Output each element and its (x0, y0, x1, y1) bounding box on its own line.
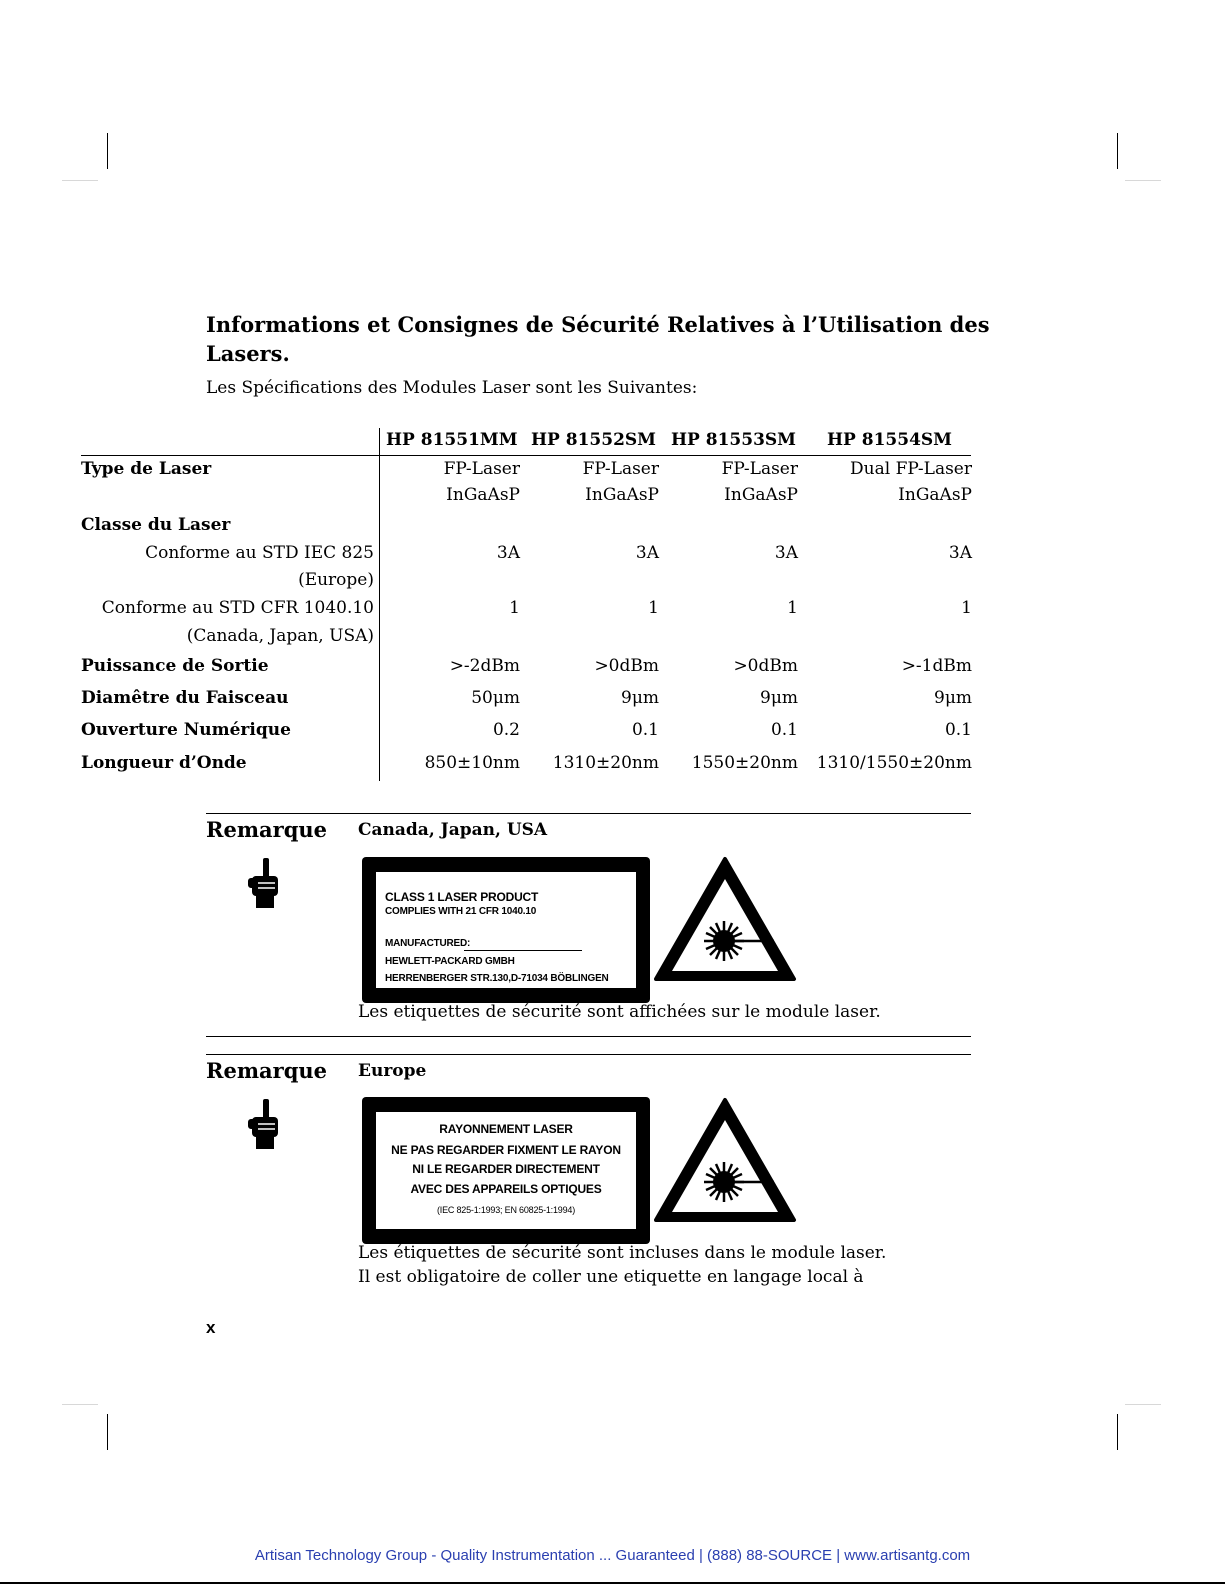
row-label-longueur: Longueur d’Onde (81, 753, 247, 773)
crop-mark (62, 180, 98, 181)
label-text: CLASS 1 LASER PRODUCT (385, 890, 539, 904)
section-divider (206, 813, 971, 814)
table-cell: >0dBm (594, 656, 659, 676)
remark-text: Les etiquettes de sécurité sont affichées sur le module laser. (358, 1002, 881, 1022)
label-text: RAYONNEMENT LASER (439, 1122, 573, 1136)
table-cell: 9μm (760, 688, 798, 708)
row-sublabel: (Canada, Japan, USA) (186, 626, 374, 646)
footer-divider (0, 1582, 1225, 1584)
row-sublabel: Conforme au STD IEC 825 (145, 543, 374, 563)
table-cell: 1 (648, 598, 659, 618)
pointing-hand-icon (248, 858, 282, 910)
table-cell: InGaAsP (585, 485, 659, 505)
table-cell: 3A (948, 543, 972, 563)
row-sublabel: Conforme au STD CFR 1040.10 (101, 598, 374, 618)
label-text: HEWLETT-PACKARD GMBH (385, 956, 515, 967)
row-label-diametre: Diamêtre du Faisceau (81, 688, 289, 708)
table-cell: 1310/1550±20nm (816, 753, 972, 773)
column-header: HP 81552SM (531, 430, 657, 450)
row-label-ouverture: Ouverture Numérique (81, 720, 291, 740)
intro-text: Les Spécifications des Modules Laser sont les Suivantes: (206, 378, 698, 398)
table-cell: 9μm (934, 688, 972, 708)
remark-text: Les étiquettes de sécurité sont incluses dans le module laser. (358, 1243, 887, 1263)
remark-label: Remarque (206, 817, 328, 842)
table-cell: >-1dBm (901, 656, 972, 676)
table-cell: 0.1 (770, 720, 798, 740)
laser-safety-label-europe (362, 1097, 650, 1244)
column-header: HP 81551MM (386, 430, 518, 450)
table-cell: 3A (496, 543, 520, 563)
table-cell: FP-Laser (721, 459, 798, 479)
table-cell: 1 (961, 598, 972, 618)
crop-mark (1117, 133, 1118, 169)
table-cell: 1 (509, 598, 520, 618)
remark-title: Canada, Japan, USA (358, 820, 548, 840)
row-label-classe: Classe du Laser (81, 515, 231, 535)
label-text: HERRENBERGER STR.130,D-71034 BÖBLINGEN (385, 973, 609, 984)
label-text: (IEC 825-1:1993; EN 60825-1:1994) (437, 1205, 575, 1215)
column-header: HP 81554SM (827, 430, 953, 450)
table-cell: 9μm (621, 688, 659, 708)
table-cell: 1550±20nm (691, 753, 798, 773)
laser-warning-triangle-icon (652, 855, 798, 985)
footer-link[interactable]: Artisan Technology Group - Quality Instrumentation ... Guaranteed | (888) 88-SOURCE | www.artisantg.com (254, 1547, 971, 1564)
pointing-hand-icon (248, 1099, 282, 1151)
table-cell: 50μm (471, 688, 520, 708)
table-cell: Dual FP-Laser (850, 459, 972, 479)
table-cell: 0.1 (631, 720, 659, 740)
label-text: MANUFACTURED: (385, 938, 471, 949)
remark-label: Remarque (206, 1058, 328, 1083)
remark-text: Il est obligatoire de coller une etiquette en langage local à (358, 1267, 864, 1287)
column-header: HP 81553SM (671, 430, 797, 450)
table-cell: InGaAsP (724, 485, 798, 505)
table-divider (81, 455, 971, 456)
row-label-puissance: Puissance de Sortie (81, 656, 269, 676)
table-cell: >0dBm (733, 656, 798, 676)
crop-mark (107, 133, 108, 169)
table-cell: FP-Laser (582, 459, 659, 479)
table-cell: 3A (774, 543, 798, 563)
label-text: AVEC DES APPAREILS OPTIQUES (410, 1182, 602, 1196)
page-title: Informations et Consignes de Sécurité Relatives à l’Utilisation des Lasers. (206, 312, 990, 366)
crop-mark (62, 1404, 98, 1405)
table-cell: FP-Laser (443, 459, 520, 479)
section-divider (206, 1036, 971, 1037)
label-text: NE PAS REGARDER FIXMENT LE RAYON (391, 1143, 621, 1157)
row-sublabel: (Europe) (298, 570, 374, 590)
table-cell: InGaAsP (898, 485, 972, 505)
table-cell: 0.1 (944, 720, 972, 740)
table-divider (379, 428, 380, 781)
laser-safety-label-class1 (362, 857, 650, 1003)
table-cell: InGaAsP (446, 485, 520, 505)
table-cell: 850±10nm (424, 753, 520, 773)
table-cell: 0.2 (492, 720, 520, 740)
section-divider (206, 1054, 971, 1055)
row-label-type: Type de Laser (81, 459, 212, 479)
label-text: NI LE REGARDER DIRECTEMENT (412, 1162, 600, 1176)
page-number: x (206, 1318, 216, 1337)
crop-mark (1125, 1404, 1161, 1405)
table-cell: >-2dBm (449, 656, 520, 676)
crop-mark (1117, 1414, 1118, 1450)
crop-mark (1125, 180, 1161, 181)
crop-mark (107, 1414, 108, 1450)
label-text: COMPLIES WITH 21 CFR 1040.10 (385, 906, 537, 917)
table-cell: 1310±20nm (552, 753, 659, 773)
table-cell: 1 (787, 598, 798, 618)
label-blank-line (464, 950, 582, 951)
laser-warning-triangle-icon (652, 1096, 798, 1226)
table-cell: 3A (635, 543, 659, 563)
remark-title: Europe (358, 1061, 427, 1081)
